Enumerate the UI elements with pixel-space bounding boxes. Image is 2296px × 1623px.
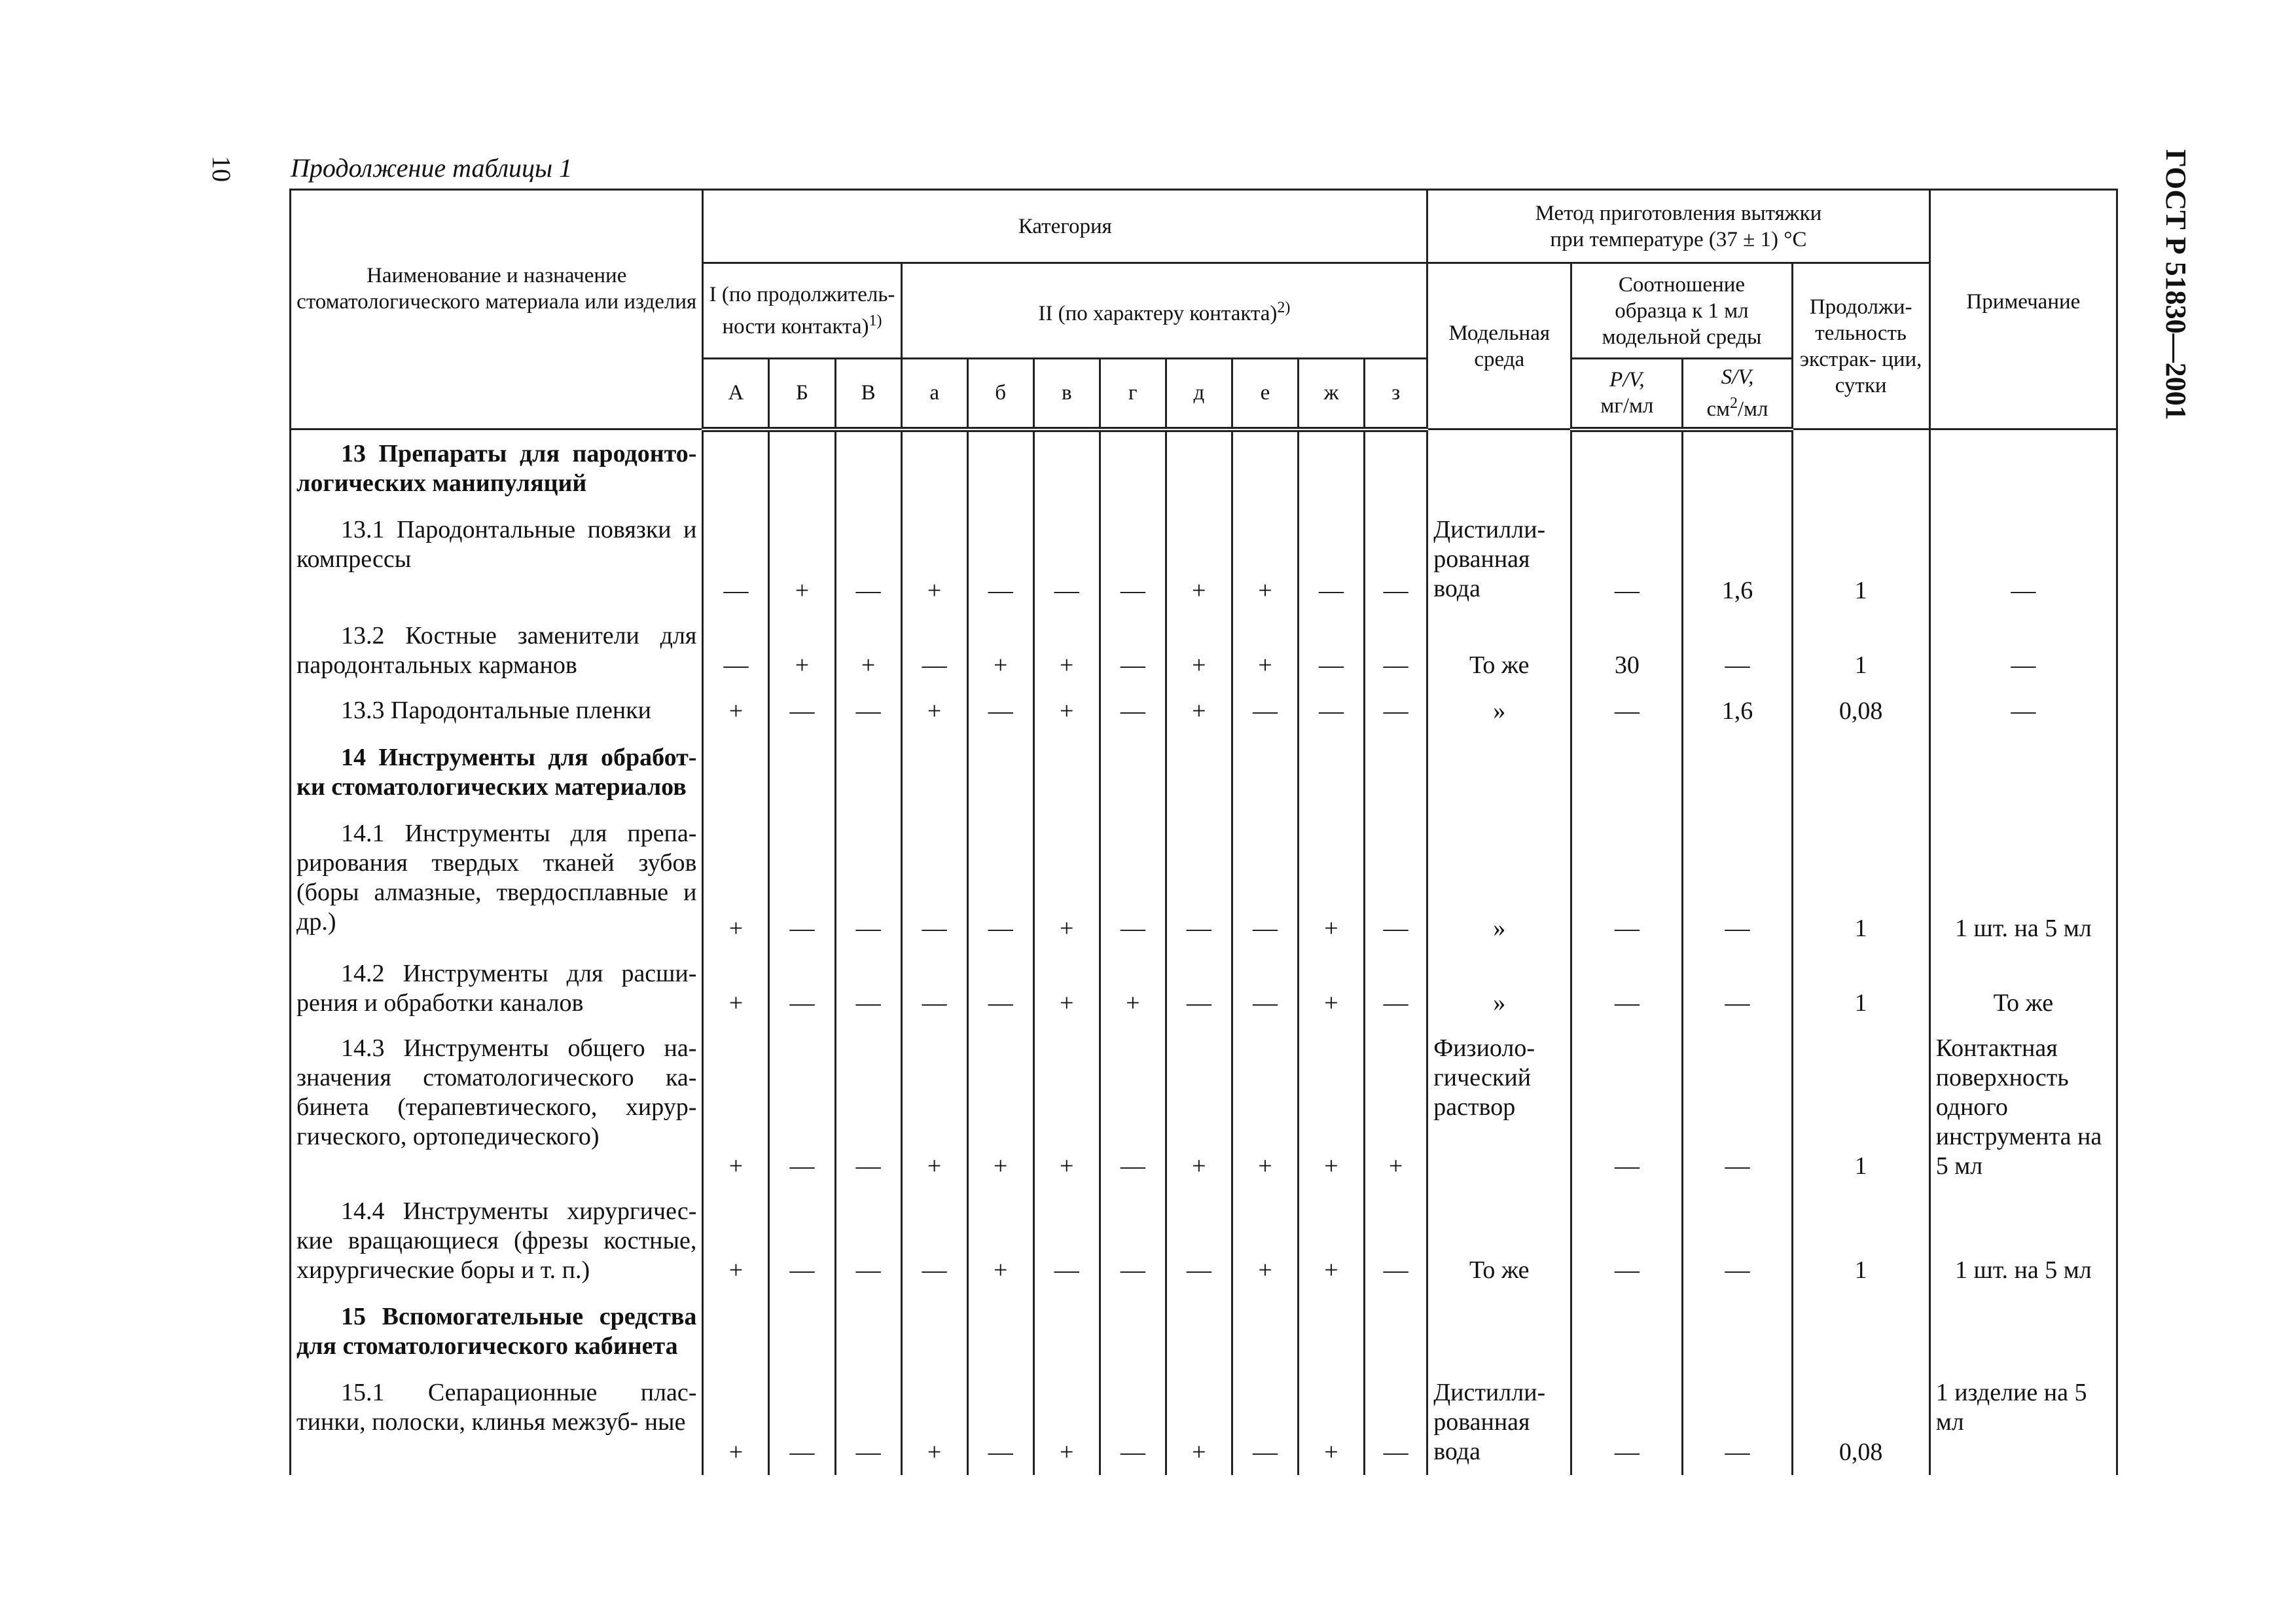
sv-ratio: — <box>1683 951 1792 1026</box>
category-mark: — <box>1100 811 1166 951</box>
empty-cell <box>1232 734 1298 811</box>
category-mark: — <box>769 1189 835 1293</box>
category-mark: + <box>1298 1370 1364 1475</box>
empty-cell <box>703 734 769 811</box>
category-mark: — <box>835 1189 901 1293</box>
empty-cell <box>1427 734 1571 811</box>
extraction-duration: 1 <box>1792 1026 1929 1189</box>
extraction-duration: 1 <box>1792 1189 1929 1293</box>
table-body <box>291 429 2117 1476</box>
table-row <box>291 507 2117 613</box>
empty-cell <box>901 429 967 508</box>
category-mark: + <box>1166 507 1232 613</box>
note: — <box>1929 613 2117 688</box>
item-name: 14.4 Инструменты хирургичес- кие вращающиеся (фрезы костные, хирургические боры и т. п.) <box>291 1189 703 1293</box>
header-ratio: Соотношение образца к 1 мл модельной среды <box>1571 263 1792 359</box>
category-mark: + <box>901 1026 967 1189</box>
category-mark: — <box>1365 613 1427 688</box>
category-mark: — <box>1100 1370 1166 1475</box>
category-mark: — <box>967 811 1033 951</box>
extraction-duration: 1 <box>1792 507 1929 613</box>
category-mark: + <box>1033 1026 1100 1189</box>
category-mark: — <box>1100 1026 1166 1189</box>
sv-ratio: 1,6 <box>1683 507 1792 613</box>
sv-ratio: — <box>1683 1189 1792 1293</box>
empty-cell <box>967 429 1033 508</box>
category-mark: + <box>835 613 901 688</box>
empty-cell <box>1033 1293 1100 1370</box>
header-sub-v: в <box>1033 359 1100 429</box>
header-sub-a: а <box>901 359 967 429</box>
empty-cell <box>901 1293 967 1370</box>
category-mark: — <box>769 688 835 734</box>
table-row <box>291 1189 2117 1293</box>
table-section-row <box>291 734 2117 811</box>
category-mark: — <box>1232 951 1298 1026</box>
category-mark: + <box>1166 1026 1232 1189</box>
category-mark: + <box>1298 811 1364 951</box>
category-mark: + <box>901 1370 967 1475</box>
category-mark: — <box>1100 613 1166 688</box>
empty-cell <box>1100 1293 1166 1370</box>
header-name-column: Наименование и назначение стоматологического материала или изделия <box>291 190 703 429</box>
header-sub-zh: ж <box>1298 359 1364 429</box>
category-mark: — <box>901 811 967 951</box>
empty-cell <box>1298 429 1364 508</box>
model-medium: » <box>1427 688 1571 734</box>
model-medium: Дистилли- рованная вода <box>1427 1370 1571 1475</box>
table-caption: Продолжение таблицы 1 <box>291 153 573 183</box>
empty-cell <box>1166 734 1232 811</box>
category-mark: + <box>1232 1189 1298 1293</box>
note: — <box>1929 688 2117 734</box>
category-mark: — <box>1365 811 1427 951</box>
empty-cell <box>1365 1293 1427 1370</box>
header-sub-z: з <box>1365 359 1427 429</box>
category-mark: — <box>967 507 1033 613</box>
section-title: 13 Препараты для пародонто- логических манипуляций <box>291 429 703 508</box>
item-name: 14.3 Инструменты общего на- значения стоматологического ка- бинета (терапевтического, хирур- гического, ортопедического) <box>291 1026 703 1189</box>
model-medium: » <box>1427 951 1571 1026</box>
category-mark: — <box>1365 1370 1427 1475</box>
empty-cell <box>703 429 769 508</box>
category-mark: — <box>1298 613 1364 688</box>
category-mark: — <box>769 951 835 1026</box>
category-mark: — <box>703 613 769 688</box>
pv-ratio: — <box>1571 507 1683 613</box>
category-mark: — <box>1100 688 1166 734</box>
category-mark: + <box>703 688 769 734</box>
sv-ratio: — <box>1683 811 1792 951</box>
category-mark: + <box>1033 951 1100 1026</box>
model-medium: » <box>1427 811 1571 951</box>
category-mark: — <box>901 1189 967 1293</box>
table-section-row <box>291 1293 2117 1370</box>
empty-cell <box>1571 429 1683 508</box>
category-mark: — <box>835 1370 901 1475</box>
category-mark: + <box>901 507 967 613</box>
category-mark: + <box>1298 1189 1364 1293</box>
header-method: Метод приготовления вытяжки при температуре (37 ± 1) °C <box>1427 190 1930 263</box>
empty-cell <box>1033 429 1100 508</box>
category-mark: — <box>1100 1189 1166 1293</box>
category-mark: + <box>703 951 769 1026</box>
category-mark: — <box>835 951 901 1026</box>
note: Контактная поверхность одного инструмента на 5 мл <box>1929 1026 2117 1189</box>
category-mark: + <box>703 811 769 951</box>
empty-cell <box>835 734 901 811</box>
pv-ratio: — <box>1571 1026 1683 1189</box>
category-mark: — <box>1033 507 1100 613</box>
category-mark: — <box>1365 507 1427 613</box>
extraction-duration: 0,08 <box>1792 1370 1929 1475</box>
item-name: 13.2 Костные заменители для пародонтальных карманов <box>291 613 703 688</box>
item-name: 14.2 Инструменты для расши- рения и обработки каналов <box>291 951 703 1026</box>
header-sub-b: б <box>967 359 1033 429</box>
category-mark: + <box>967 613 1033 688</box>
header-sub-d: д <box>1166 359 1232 429</box>
empty-cell <box>1929 429 2117 508</box>
empty-cell <box>901 734 967 811</box>
item-name: 15.1 Сепарационные плас- тинки, полоски, клинья межзуб- ные <box>291 1370 703 1475</box>
empty-cell <box>1232 1293 1298 1370</box>
category-mark: + <box>1232 507 1298 613</box>
category-mark: — <box>901 613 967 688</box>
sv-ratio: — <box>1683 613 1792 688</box>
running-header: ГОСТ Р 51830—2001 <box>2160 149 2192 420</box>
category-mark: + <box>1100 951 1166 1026</box>
empty-cell <box>1166 1293 1232 1370</box>
category-mark: — <box>1365 1189 1427 1293</box>
sv-ratio: — <box>1683 1370 1792 1475</box>
category-mark: + <box>769 613 835 688</box>
empty-cell <box>1298 734 1364 811</box>
category-mark: — <box>1166 811 1232 951</box>
pv-ratio: 30 <box>1571 613 1683 688</box>
extraction-duration: 1 <box>1792 613 1929 688</box>
extraction-duration: 1 <box>1792 811 1929 951</box>
category-mark: + <box>1298 951 1364 1026</box>
category-mark: — <box>1298 507 1364 613</box>
model-medium: То же <box>1427 1189 1571 1293</box>
item-name: 13.3 Пародонтальные пленки <box>291 688 703 734</box>
category-mark: — <box>1232 688 1298 734</box>
empty-cell <box>703 1293 769 1370</box>
empty-cell <box>967 734 1033 811</box>
category-mark: — <box>1166 951 1232 1026</box>
empty-cell <box>1365 734 1427 811</box>
empty-cell <box>1792 734 1929 811</box>
category-mark: + <box>1033 811 1100 951</box>
empty-cell <box>769 429 835 508</box>
empty-cell <box>1427 1293 1571 1370</box>
category-mark: — <box>835 507 901 613</box>
category-mark: + <box>1232 613 1298 688</box>
item-name: 14.1 Инструменты для препа- рирования твердых тканей зубов (боры алмазные, твердосплавные и др.) <box>291 811 703 951</box>
header-note: Примечание <box>1929 190 2117 429</box>
empty-cell <box>1571 1293 1683 1370</box>
category-mark: + <box>901 688 967 734</box>
header-category-II: II (по характеру контакта)$^{2)}$ <box>901 263 1427 359</box>
item-name: 13.1 Пародонтальные повязки и компрессы <box>291 507 703 613</box>
header-pv: P/V, мг/мл <box>1571 359 1683 429</box>
table-row <box>291 811 2117 951</box>
category-mark: + <box>1365 1026 1427 1189</box>
category-mark: — <box>1365 688 1427 734</box>
empty-cell <box>1792 1293 1929 1370</box>
empty-cell <box>1792 429 1929 508</box>
sv-ratio: — <box>1683 1026 1792 1189</box>
extraction-duration: 1 <box>1792 951 1929 1026</box>
category-mark: — <box>703 507 769 613</box>
note: — <box>1929 507 2117 613</box>
category-mark: + <box>1033 1370 1100 1475</box>
category-mark: — <box>1166 1189 1232 1293</box>
category-mark: — <box>1232 811 1298 951</box>
category-mark: — <box>967 951 1033 1026</box>
header-model-medium: Модельная среда <box>1427 263 1571 429</box>
header-sub-g: г <box>1100 359 1166 429</box>
category-mark: + <box>1033 688 1100 734</box>
note: То же <box>1929 951 2117 1026</box>
note: 1 шт. на 5 мл <box>1929 1189 2117 1293</box>
category-mark: + <box>703 1026 769 1189</box>
pv-ratio: — <box>1571 951 1683 1026</box>
category-mark: + <box>769 507 835 613</box>
table-row <box>291 951 2117 1026</box>
note: 1 шт. на 5 мл <box>1929 811 2117 951</box>
category-mark: — <box>835 1026 901 1189</box>
empty-cell <box>835 1293 901 1370</box>
note: 1 изделие на 5 мл <box>1929 1370 2117 1475</box>
category-mark: — <box>769 1370 835 1475</box>
category-mark: — <box>967 1370 1033 1475</box>
category-mark: — <box>835 688 901 734</box>
header-sub-A: А <box>703 359 769 429</box>
header-category-I: I (по продолжитель- ности контакта)$^{1)}$ <box>703 263 901 359</box>
empty-cell <box>769 1293 835 1370</box>
table-row <box>291 1026 2117 1189</box>
empty-cell <box>769 734 835 811</box>
empty-cell <box>1683 734 1792 811</box>
pv-ratio: — <box>1571 1370 1683 1475</box>
table-section-row <box>291 429 2117 508</box>
category-mark: — <box>1232 1370 1298 1475</box>
extraction-duration: 0,08 <box>1792 688 1929 734</box>
category-mark: + <box>1166 613 1232 688</box>
header-sub-e: е <box>1232 359 1298 429</box>
empty-cell <box>1683 1293 1792 1370</box>
header-sv: S/V, $см^2/мл$ <box>1683 359 1792 429</box>
empty-cell <box>1100 734 1166 811</box>
section-title: 14 Инструменты для обработ- ки стоматологических материалов <box>291 734 703 811</box>
empty-cell <box>835 429 901 508</box>
section-title: 15 Вспомогательные средства для стоматологического кабинета <box>291 1293 703 1370</box>
pv-ratio: — <box>1571 811 1683 951</box>
pv-ratio: — <box>1571 688 1683 734</box>
header-sub-V: В <box>835 359 901 429</box>
empty-cell <box>967 1293 1033 1370</box>
page-number: 10 <box>207 156 236 182</box>
category-mark: — <box>835 811 901 951</box>
category-mark: + <box>1166 1370 1232 1475</box>
category-mark: — <box>901 951 967 1026</box>
category-mark: + <box>1166 688 1232 734</box>
header-duration: Продолжи- тельность экстрак- ции, сутки <box>1792 263 1929 429</box>
category-mark: + <box>967 1189 1033 1293</box>
sv-ratio: 1,6 <box>1683 688 1792 734</box>
category-mark: — <box>769 811 835 951</box>
category-mark: + <box>1298 1026 1364 1189</box>
category-mark: — <box>1100 507 1166 613</box>
category-mark: + <box>703 1370 769 1475</box>
category-mark: + <box>967 1026 1033 1189</box>
category-mark: + <box>1033 613 1100 688</box>
category-mark: — <box>967 688 1033 734</box>
category-mark: — <box>769 1026 835 1189</box>
model-medium: Дистилли- рованная вода <box>1427 507 1571 613</box>
category-mark: — <box>1298 688 1364 734</box>
empty-cell <box>1571 734 1683 811</box>
empty-cell <box>1365 429 1427 508</box>
table-row <box>291 613 2117 688</box>
table-row <box>291 688 2117 734</box>
category-mark: + <box>1232 1026 1298 1189</box>
empty-cell <box>1683 429 1792 508</box>
model-medium: Физиоло- гический раствор <box>1427 1026 1571 1189</box>
category-mark: + <box>703 1189 769 1293</box>
empty-cell <box>1929 734 2117 811</box>
empty-cell <box>1033 734 1100 811</box>
header-sub-B: Б <box>769 359 835 429</box>
empty-cell <box>1427 429 1571 508</box>
empty-cell <box>1100 429 1166 508</box>
pv-ratio: — <box>1571 1189 1683 1293</box>
category-mark: — <box>1033 1189 1100 1293</box>
empty-cell <box>1232 429 1298 508</box>
header-category: Категория <box>703 190 1427 263</box>
standards-table <box>289 189 2118 1475</box>
empty-cell <box>1298 1293 1364 1370</box>
empty-cell <box>1929 1293 2117 1370</box>
table-row <box>291 1370 2117 1475</box>
empty-cell <box>1166 429 1232 508</box>
category-mark: — <box>1365 951 1427 1026</box>
model-medium: То же <box>1427 613 1571 688</box>
